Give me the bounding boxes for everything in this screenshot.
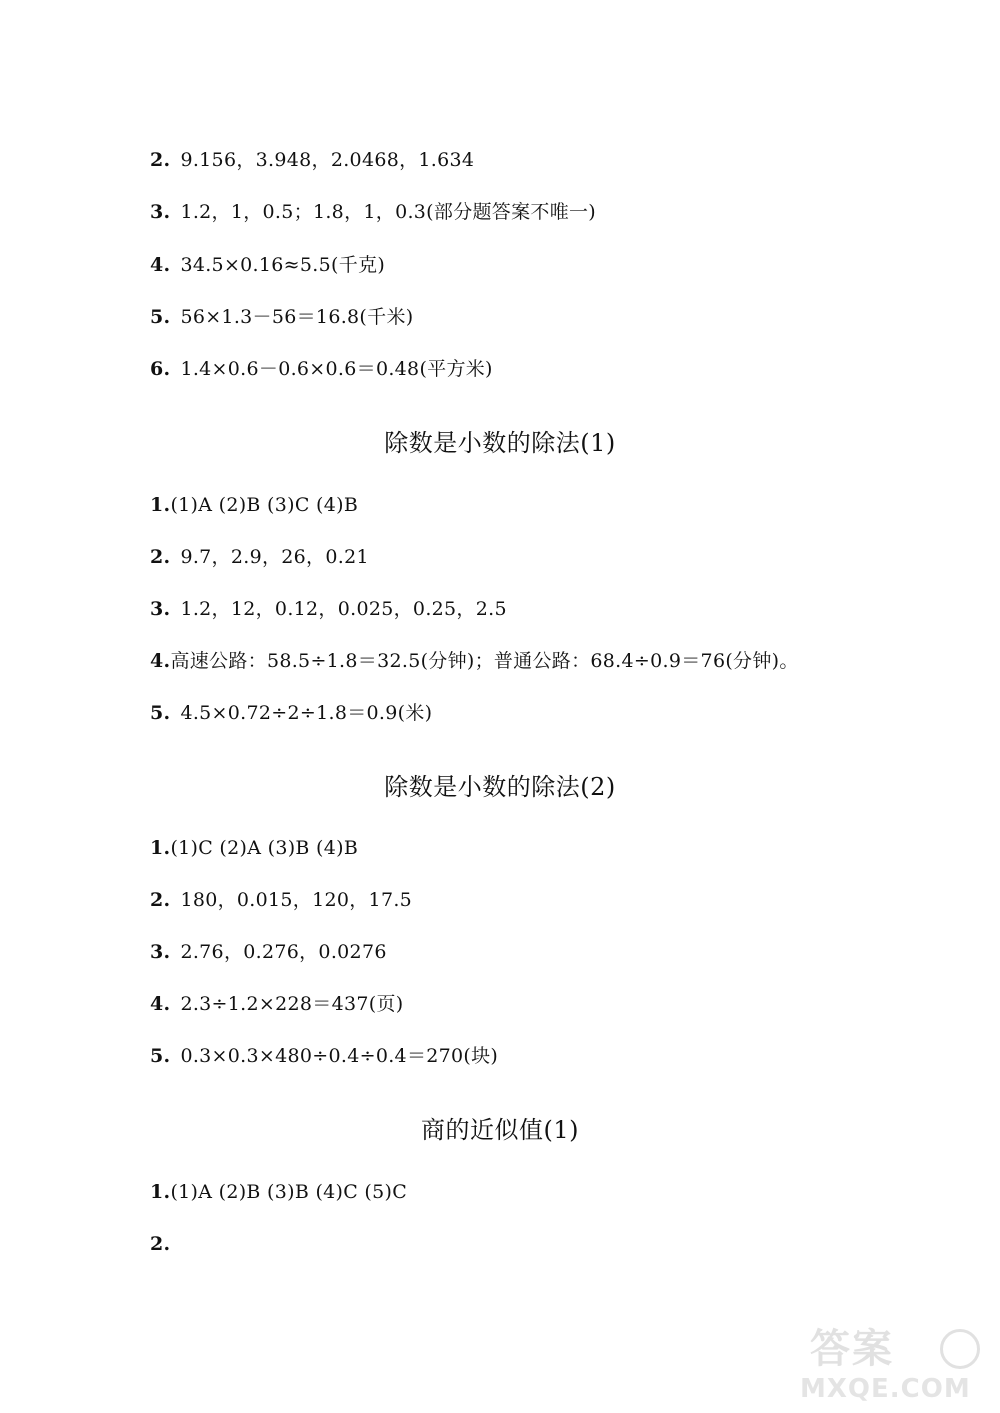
watermark-url-text: MXQE.COM [800, 1374, 971, 1404]
item-text: 56×1.3－56＝16.8(千米) [180, 306, 414, 328]
site-watermark [790, 1325, 990, 1407]
answer-item [150, 648, 799, 674]
item-text: 1.2，1，0.5；1.8，1，0.3(部分题答案不唯一) [180, 201, 597, 223]
answer-item [150, 356, 493, 382]
item-number: 1. [150, 1181, 171, 1203]
item-text: (1)A (2)B (3)B (4)C (5)C [170, 1181, 408, 1203]
answer-item [150, 252, 385, 278]
answer-item [150, 939, 387, 965]
item-number: 1. [150, 494, 171, 516]
item-number: 2. [150, 1233, 171, 1255]
item-number: 2. [150, 546, 171, 568]
item-text: (1)A (2)B (3)C (4)B [170, 494, 359, 516]
item-number: 2. [150, 149, 171, 171]
item-text: 9.156，3.948，2.0468，1.634 [180, 149, 475, 171]
item-text: 2.76，0.276，0.0276 [180, 941, 387, 963]
answer-item [150, 492, 358, 518]
answer-item [150, 1179, 407, 1205]
item-number: 3. [150, 598, 171, 620]
watermark-badge-icon [940, 1329, 980, 1369]
item-number: 4. [150, 993, 171, 1015]
item-text: 4.5×0.72÷2÷1.8＝0.9(米) [180, 702, 433, 724]
item-text: 34.5×0.16≈5.5(千克) [180, 254, 386, 276]
item-number: 3. [150, 201, 171, 223]
section-title: 商的近似值(1) [421, 1116, 579, 1144]
section-title: 除数是小数的除法(1) [384, 429, 616, 457]
watermark-logo-text: 答案 [810, 1326, 894, 1372]
answer-item [150, 596, 507, 622]
answer-item [150, 700, 432, 726]
answer-item [150, 1231, 170, 1257]
answer-item [150, 1043, 498, 1069]
item-number: 5. [150, 1045, 171, 1067]
item-text: 2.3÷1.2×228＝437(页) [180, 993, 404, 1015]
item-text: 180，0.015，120，17.5 [180, 889, 413, 911]
item-text: 9.7，2.9，26，0.21 [180, 546, 369, 568]
item-text: (1)C (2)A (3)B (4)B [170, 837, 359, 859]
answer-item [150, 147, 474, 173]
item-number: 4. [150, 650, 171, 672]
item-text: 1.2，12，0.12，0.025，0.25，2.5 [180, 598, 507, 620]
item-number: 6. [150, 358, 171, 380]
item-number: 1. [150, 837, 171, 859]
item-number: 5. [150, 702, 171, 724]
answer-item [150, 835, 358, 861]
item-number: 2. [150, 889, 171, 911]
section-title: 除数是小数的除法(2) [384, 773, 616, 801]
answer-item [150, 991, 403, 1017]
item-text: 1.4×0.6－0.6×0.6＝0.48(平方米) [180, 358, 493, 380]
item-text: 0.3×0.3×480÷0.4÷0.4＝270(块) [180, 1045, 499, 1067]
answer-item [150, 887, 412, 913]
item-number: 3. [150, 941, 171, 963]
item-number: 4. [150, 254, 171, 276]
answer-item [150, 199, 596, 225]
answer-item [150, 304, 413, 330]
answer-item [150, 544, 369, 570]
item-text: 高速公路：58.5÷1.8＝32.5(分钟)；普通公路：68.4÷0.9＝76(分钟)。 [170, 650, 799, 672]
item-number: 5. [150, 306, 171, 328]
